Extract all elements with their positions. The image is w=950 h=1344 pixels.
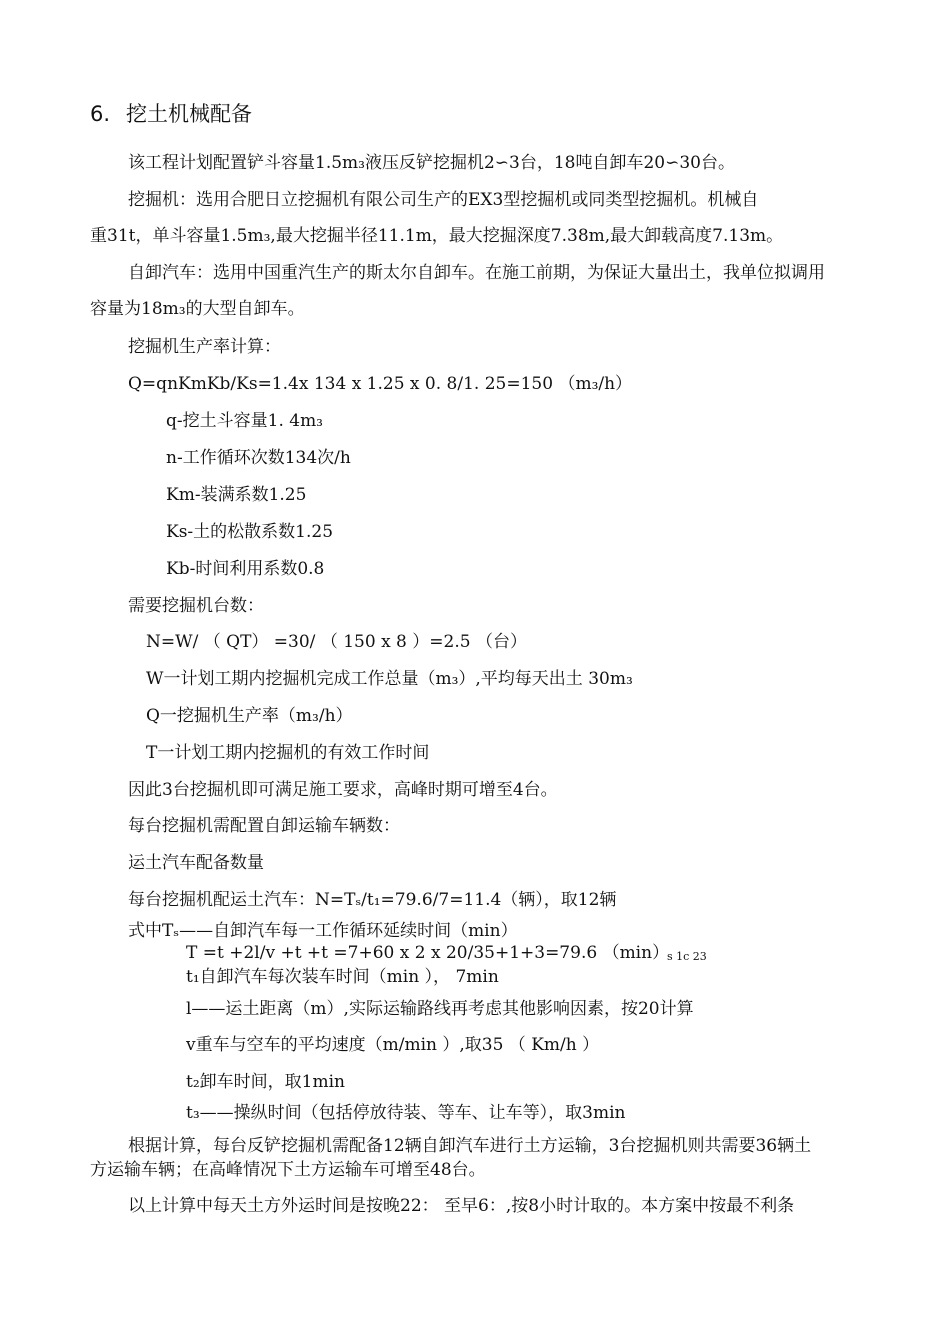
section-number: 6.: [90, 102, 111, 126]
trucks-definition: t₁自卸汽车每次装车时间（min ）， 7min: [186, 967, 499, 987]
paragraph-config: 该工程计划配置铲斗容量1.5m₃液压反铲挖掘机2∽3台，18吨自卸车20∽30台。: [128, 153, 735, 173]
variable-definition: q-挖土斗容量1. 4m₃: [166, 411, 324, 431]
count-heading: 需要挖掘机台数：: [128, 596, 264, 616]
closing-paragraph-line2: 方运输车辆；在高峰情况下土方运输车可增至48台。: [90, 1160, 486, 1180]
section-title: 挖土机械配备: [126, 102, 252, 126]
cycle-time-formula: T =t +2l/v +t +t =7+60 x 2 x 20/35+1+3=79.6 （min）: [186, 943, 670, 963]
productivity-formula: Q=qnKmKb/Ks=1.4x 134 x 1.25 x 0. 8/1. 25=150 （m₃/h）: [128, 374, 633, 394]
trucks-line: 每台挖掘机需配置自卸运输车辆数：: [128, 816, 400, 836]
count-formula: N=W/ （ QT） =30/ （ 150 x 8 ）=2.5 （台）: [146, 632, 527, 652]
trucks-definition: t₃——操纵时间（包括停放待装、等车、让车等），取3min: [186, 1103, 626, 1123]
count-conclusion: 因此3台挖掘机即可满足施工要求，高峰时期可增至4台。: [128, 780, 558, 800]
closing-paragraph-2: 以上计算中每天土方外运时间是按晚22： 至早6：,按8小时计取的。本方案中按最不利条: [128, 1196, 795, 1216]
paragraph-excavator-line1: 挖掘机：选用合肥日立挖掘机有限公司生产的EX3型挖掘机或同类型挖掘机。机械自: [128, 190, 759, 210]
trucks-formula: 每台挖掘机配运土汽车：N=Tₛ/t₁=79.6/7=11.4（辆），取12辆: [128, 890, 617, 910]
trucks-definition: t₂卸车时间，取1min: [186, 1072, 345, 1092]
closing-paragraph-line1: 根据计算，每台反铲挖掘机需配备12辆自卸汽车进行土方运输，3台挖掘机则共需要36辆土: [128, 1136, 812, 1156]
trucks-symbol-definition: 式中Tₛ——自卸汽车每一工作循环延续时间（min）: [128, 921, 518, 941]
variable-definition: Kb-时间利用系数0.8: [166, 559, 325, 579]
paragraph-truck-line2: 容量为18m₃的大型自卸车。: [90, 299, 305, 319]
cycle-time-subscripts: s 1c 23: [667, 950, 707, 963]
trucks-definition: v重车与空车的平均速度（m/min ）,取35 （ Km/h ）: [186, 1035, 600, 1055]
paragraph-excavator-line2: 重31t，单斗容量1.5m₃,最大挖掘半径11.1m，最大挖掘深度7.38m,最大卸载高度7.13m。: [90, 226, 784, 246]
trucks-line: 运土汽车配备数量: [128, 853, 264, 873]
variable-definition: n-工作循环次数134次/h: [166, 448, 351, 468]
trucks-definition: l——运土距离（m）,实际运输路线再考虑其他影响因素，按20计算: [186, 999, 694, 1019]
variable-definition: Km-装满系数1.25: [166, 485, 307, 505]
paragraph-truck-line1: 自卸汽车：选用中国重汽生产的斯太尔自卸车。在施工前期，为保证大量出土，我单位拟调用: [128, 263, 825, 283]
count-definition: Q一挖掘机生产率（m₃/h）: [146, 706, 353, 726]
variable-definition: Ks-土的松散系数1.25: [166, 522, 334, 542]
count-definition: T一计划工期内挖掘机的有效工作时间: [146, 743, 430, 763]
productivity-heading: 挖掘机生产率计算：: [128, 337, 281, 357]
count-definition: W一计划工期内挖掘机完成工作总量（m₃）,平均每天出土 30m₃: [146, 669, 633, 689]
